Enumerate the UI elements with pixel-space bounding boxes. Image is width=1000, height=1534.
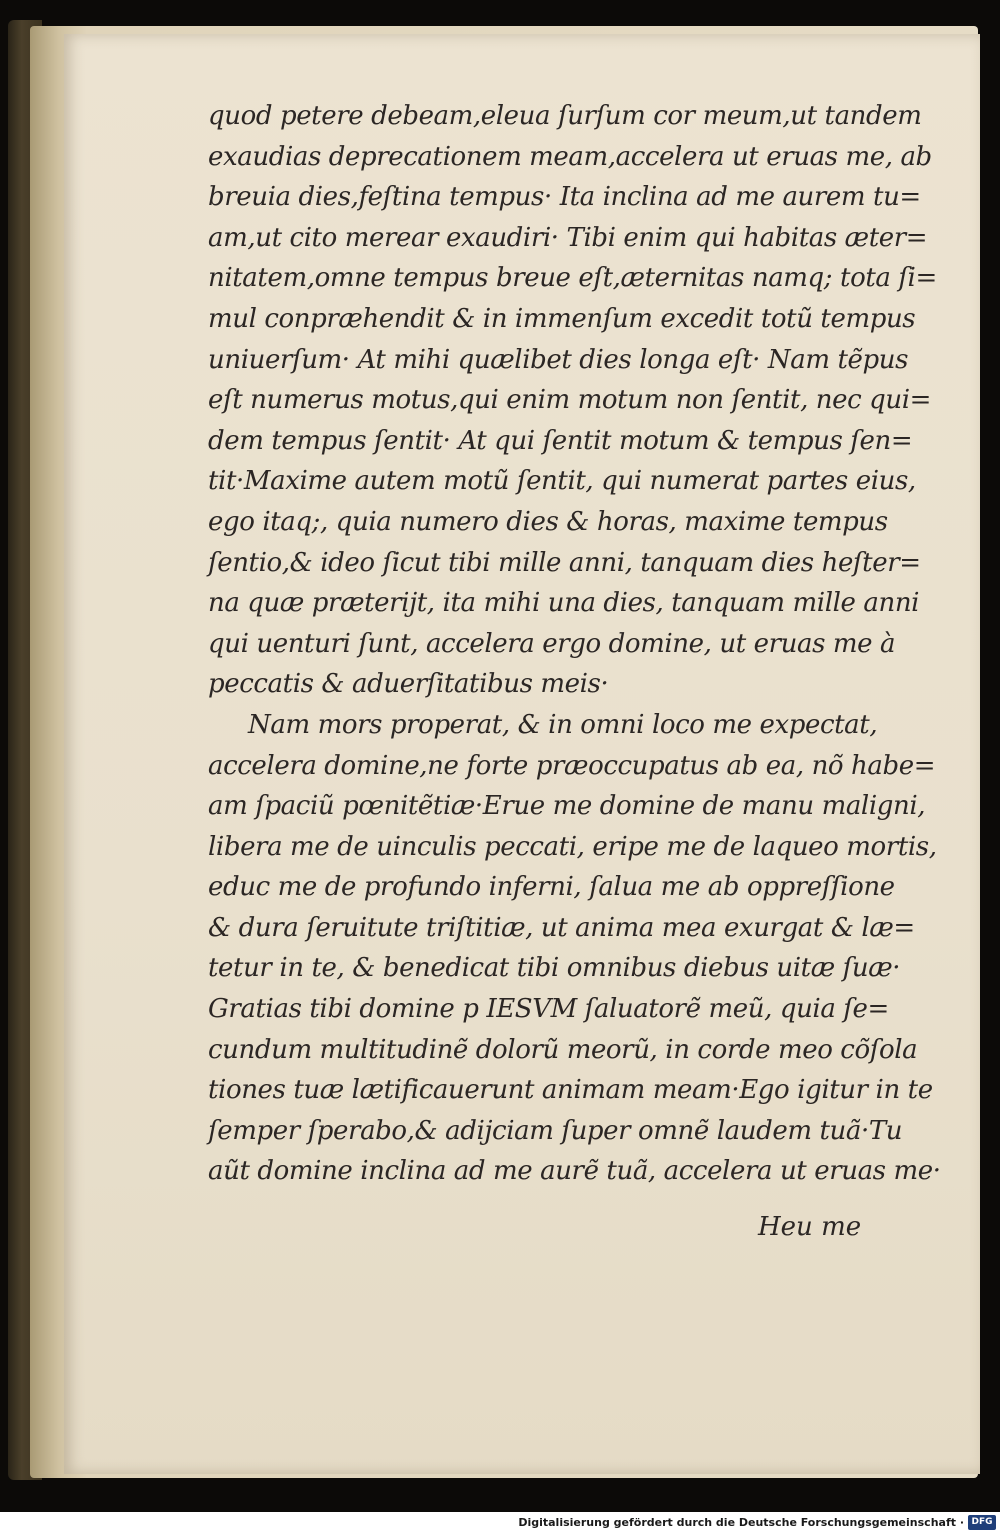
text-line: am ſpaciũ pœnitẽtiæ·Erue me domine de manu maligni, xyxy=(208,791,926,822)
digitization-footer xyxy=(0,1512,1000,1534)
text-line: eſt numerus motus,qui enim motum non ſentit, nec qui= xyxy=(208,385,932,416)
text-line: dem tempus ſentit· At qui ſentit motum & tempus ſen= xyxy=(208,425,913,456)
text-line: accelera domine,ne forte præoccupatus ab ea, nõ habe= xyxy=(208,750,936,781)
text-line: ego itaq;, quia numero dies & horas, maxime tempus xyxy=(208,506,888,537)
text-line: tiones tuæ lætificauerunt animam meam·Ego igitur in te xyxy=(208,1075,933,1106)
text-line: na quæ præterijt, ita mihi una dies, tanquam mille anni xyxy=(208,588,920,619)
text-line: peccatis & aduerſitatibus meis· xyxy=(208,669,609,700)
text-line: Gratias tibi domine p IESVM ſaluatorẽ meũ, quia ſe= xyxy=(208,994,889,1025)
page-text xyxy=(208,96,941,1192)
text-line: & dura ſeruitute triſtitiæ, ut anima mea exurgat & læ= xyxy=(208,912,915,943)
text-line: qui uenturi ſunt, accelera ergo domine, ut eruas me à xyxy=(208,628,896,659)
text-line: mul conpræhendit & in immenſum excedit totũ tempus xyxy=(208,303,916,334)
text-line: ſemper ſperabo,& adijciam ſuper omnẽ laudem tuã·Tu xyxy=(208,1115,903,1146)
text-line: breuia dies,feſtina tempus· Ita inclina ad me aurem tu= xyxy=(208,182,921,213)
text-line: libera me de uinculis peccati, eripe me de laqueo mortis, xyxy=(208,831,937,862)
text-line: ſentio,& ideo ſicut tibi mille anni, tanquam dies heſter= xyxy=(208,547,921,578)
dfg-logo: DFG xyxy=(968,1515,996,1530)
catchword: Heu me xyxy=(758,1212,862,1242)
text-line: tit·Maxime autem motũ ſentit, qui numerat partes eius, xyxy=(208,466,916,497)
text-line: uniuerſum· At mihi quælibet dies longa eſt· Nam tẽpus xyxy=(208,344,909,375)
text-line: quod petere debeam,eleua ſurſum cor meum,ut tandem xyxy=(208,101,922,131)
text-line: exaudias deprecationem meam,accelera ut eruas me, ab xyxy=(208,141,932,172)
text-line: am,ut cito merear exaudiri· Tibi enim qui habitas æter= xyxy=(208,222,928,253)
text-line: cundum multitudinẽ dolorũ meorũ, in corde meo cõſola xyxy=(208,1034,918,1065)
funding-credit: Digitalisierung gefördert durch die Deutsche Forschungsgemeinschaft · xyxy=(518,1516,964,1529)
text-line: tetur in te, & benedicat tibi omnibus diebus uitæ ſuæ· xyxy=(208,953,901,984)
paragraph-start-line: Nam mors properat, & in omni loco me expectat, xyxy=(248,709,878,740)
text-line: aũt domine inclina ad me aurẽ tuã, accelera ut eruas me· xyxy=(208,1156,941,1187)
text-line: educ me de profundo inferni, ſalua me ab oppreſſione xyxy=(208,872,895,903)
text-line: nitatem,omne tempus breue eſt,æternitas namq; tota ſi= xyxy=(208,263,937,294)
